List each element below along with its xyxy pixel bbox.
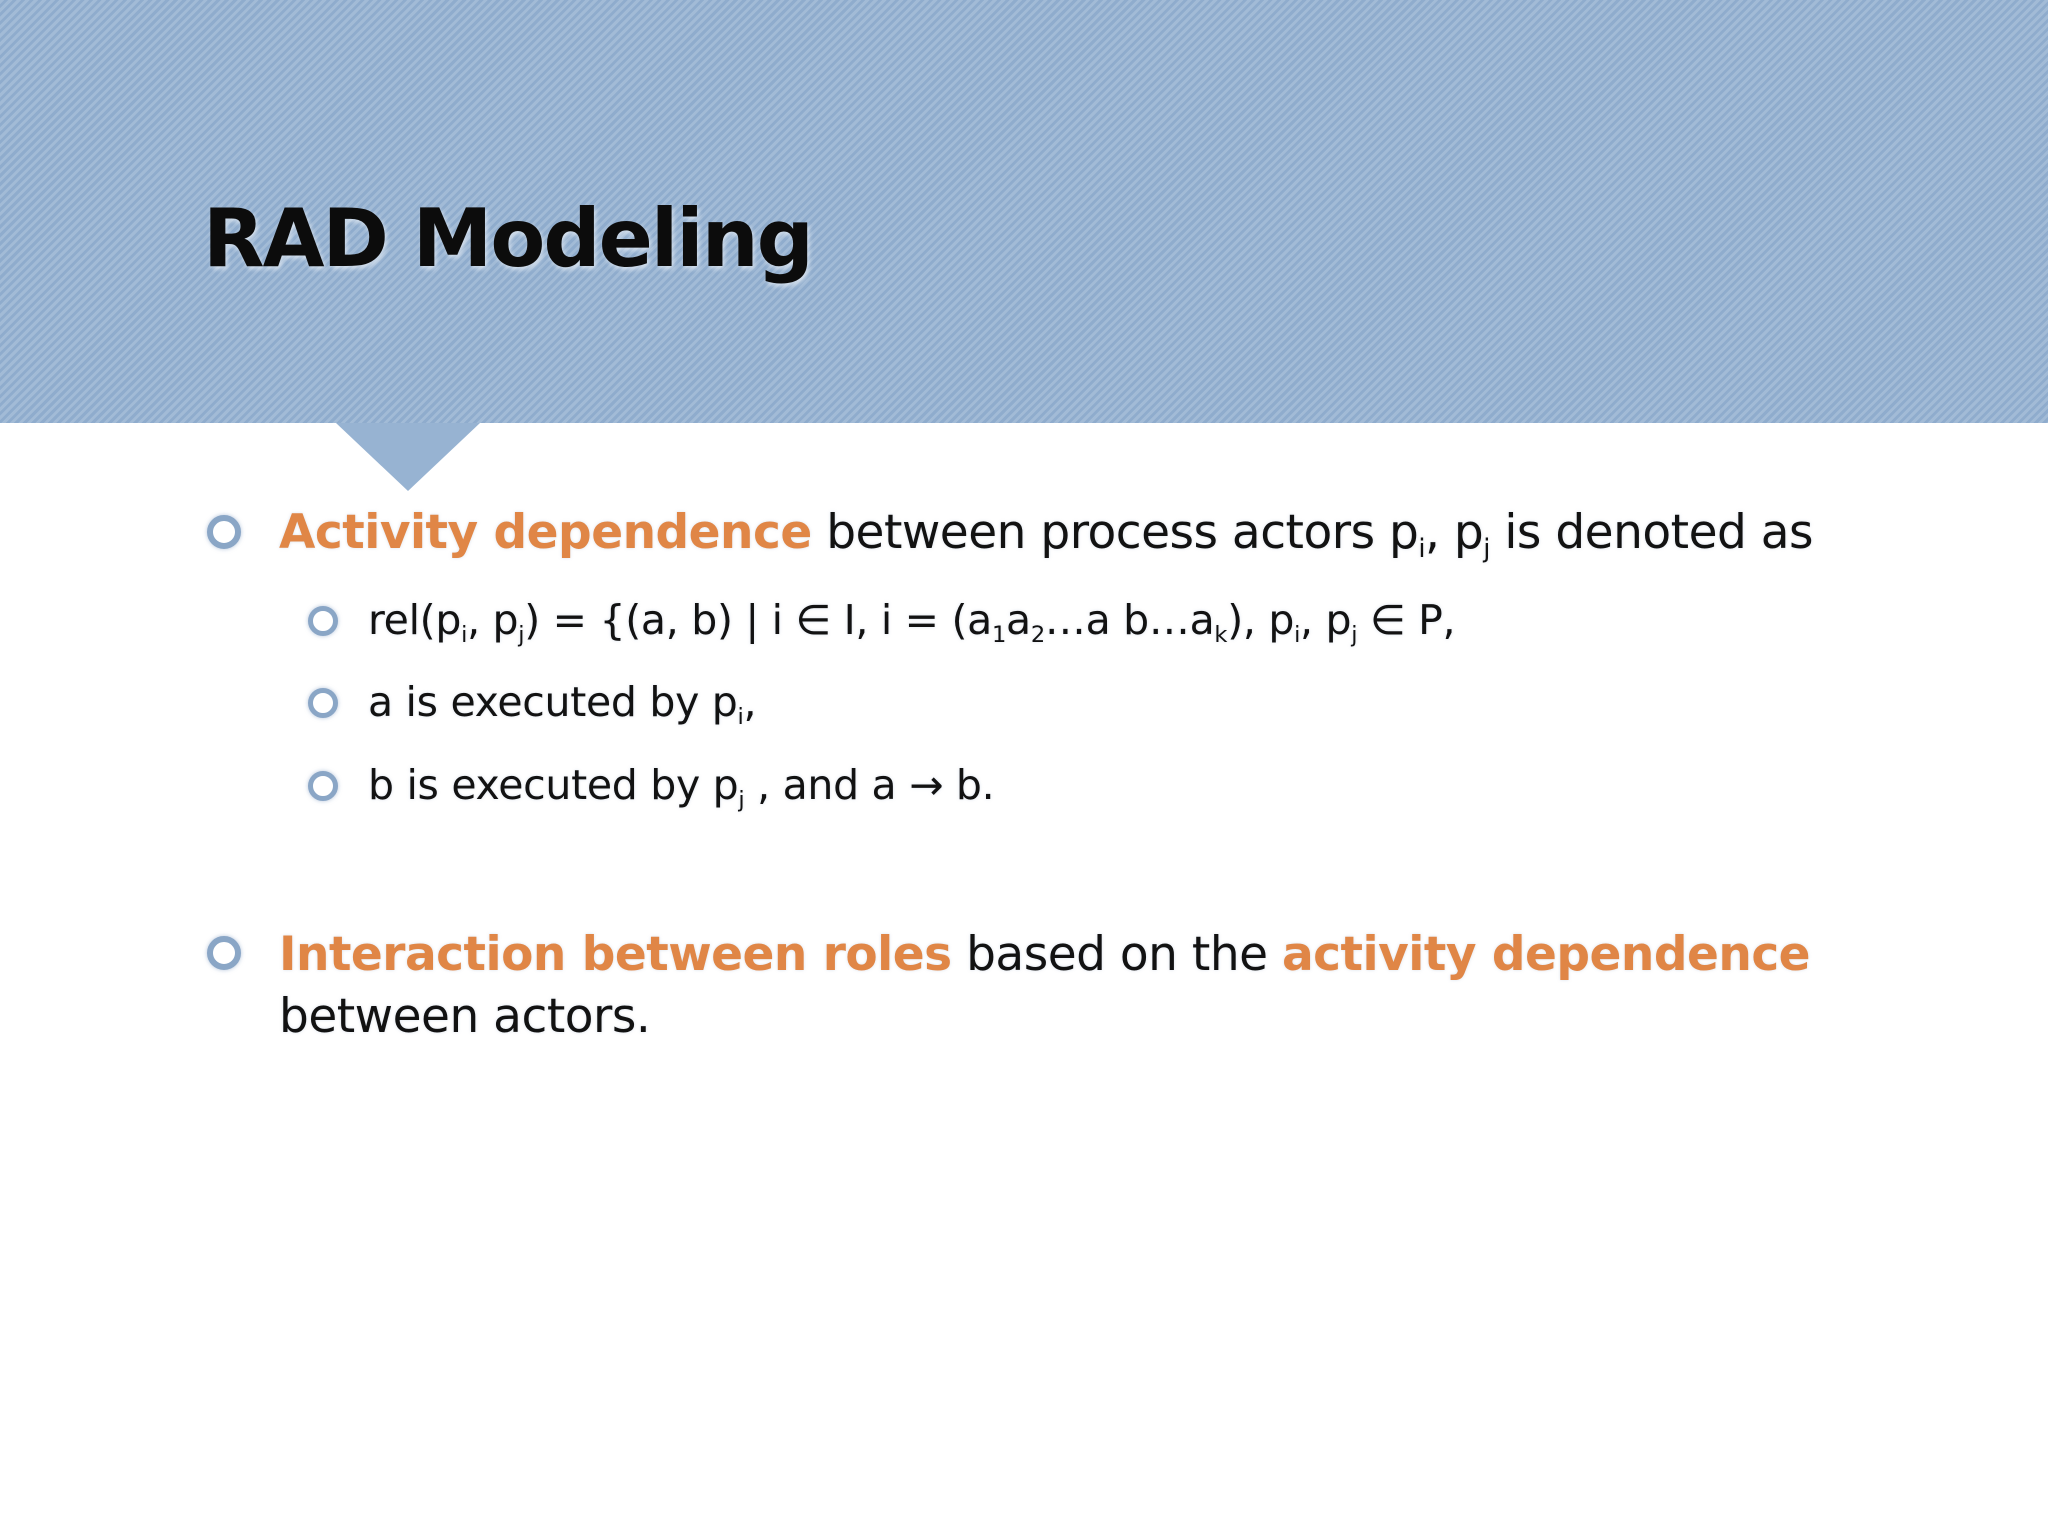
formula-part: ) = {(a, b) | i ∈ I, i = (a: [524, 596, 992, 644]
bullet-activity-dependence: [207, 503, 1813, 563]
subscript: j: [1483, 534, 1490, 565]
bullet-text-part: ,: [743, 678, 757, 726]
sub-bullet-rel-definition: [308, 592, 1455, 648]
subscript: j: [518, 621, 525, 648]
highlight-term: Interaction between roles: [279, 927, 952, 982]
sub-bullet-ring-icon: [308, 688, 338, 718]
bullet-text-part: is denoted as: [1489, 505, 1814, 560]
bullet-interaction-between-roles: [207, 924, 1810, 1048]
subscript: i: [1294, 621, 1301, 648]
highlight-term: Activity dependence: [279, 505, 812, 560]
subscript: j: [738, 786, 745, 813]
bullet-text-part: , and a → b.: [744, 761, 995, 809]
sub-bullet-text: [368, 592, 1455, 648]
bullet-text: [279, 503, 1813, 563]
sub-bullet-a-executed: [308, 674, 756, 730]
formula-part: a: [1006, 596, 1031, 644]
header-notch: [336, 423, 480, 491]
bullet-text-part: , p: [1425, 505, 1484, 560]
formula-part: ∈ P,: [1357, 596, 1456, 644]
subscript: 2: [1030, 621, 1045, 648]
bullet-ring-icon: [207, 936, 241, 970]
formula-part: ), p: [1227, 596, 1295, 644]
subscript: i: [737, 703, 744, 730]
subscript: j: [1351, 621, 1358, 648]
sub-bullet-text: [368, 757, 994, 813]
bullet-text: [279, 924, 1810, 1048]
highlight-term: activity dependence: [1281, 927, 1811, 982]
subscript: i: [1418, 534, 1426, 565]
bullet-text-part: a is executed by p: [368, 678, 738, 726]
bullet-text-part: b is executed by p: [368, 761, 739, 809]
formula-part: rel(p: [368, 596, 462, 644]
subscript: 1: [991, 621, 1007, 648]
bullet-text-part: based on the: [951, 927, 1282, 982]
sub-bullet-ring-icon: [308, 771, 338, 801]
subscript: i: [461, 621, 468, 648]
formula-part: …a b…a: [1044, 596, 1215, 644]
formula-part: , p: [1300, 596, 1352, 644]
sub-bullet-text: [368, 674, 756, 730]
slide-title: RAD Modeling: [203, 192, 812, 285]
subscript: k: [1214, 621, 1228, 648]
sub-bullet-b-executed: [308, 757, 994, 813]
formula-part: , p: [467, 596, 519, 644]
bullet-text-part: between actors.: [279, 989, 651, 1044]
bullet-ring-icon: [207, 515, 241, 549]
sub-bullet-ring-icon: [308, 606, 338, 636]
bullet-text-part: between process actors p: [811, 505, 1419, 560]
